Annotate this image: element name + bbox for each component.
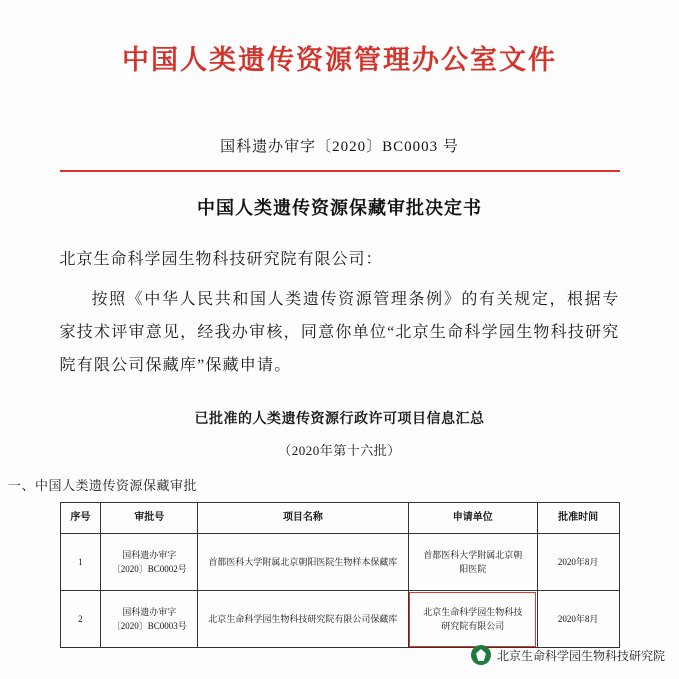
addressee-line: 北京生命科学园生物科技研究院有限公司： (59, 251, 383, 268)
cell-code-line1: 国科遗办审字 (122, 550, 177, 560)
cell-code-line2: 〔2020〕BC0003号 (111, 621, 187, 631)
cell-code-line1: 国科遗办审字 (122, 607, 177, 617)
cell-unit-highlighted (408, 591, 537, 648)
red-divider-rule (60, 170, 620, 172)
approvals-table (60, 502, 620, 648)
cell-unit (408, 534, 537, 591)
summary-section-title: 已批准的人类遗传资源行政许可项目信息汇总 (194, 412, 485, 427)
cell-project: 首都医科大学附属北京朝阳医院生物样本保藏库 (198, 534, 409, 591)
document-number: 国科遗办审字〔2020〕BC0003 号 (220, 139, 459, 155)
table-row (60, 534, 619, 591)
column-header-unit: 申请单位 (408, 503, 537, 534)
cell-code (101, 591, 198, 648)
cell-unit-line2: 阳医院 (459, 564, 487, 574)
cell-no: 1 (60, 534, 101, 591)
cell-unit-line2: 研究院有限公司 (441, 621, 505, 631)
cell-unit-line1: 北京生命科学园生物科技 (423, 607, 523, 617)
column-header-date: 批准时间 (537, 503, 619, 534)
footer-watermark (471, 645, 665, 665)
decision-subtitle: 中国人类遗传资源保藏审批决定书 (197, 198, 482, 218)
cell-unit-line1: 首都医科大学附属北京朝 (423, 550, 523, 560)
table-row (60, 591, 619, 648)
document-title: 中国人类遗传资源管理办公室文件 (122, 45, 557, 76)
column-header-code: 审批号 (101, 503, 198, 534)
column-header-project: 项目名称 (198, 503, 409, 534)
cell-code (101, 534, 198, 591)
cell-date: 2020年8月 (537, 591, 619, 648)
column-header-no: 序号 (60, 503, 101, 534)
approval-list-heading: 一、中国人类遗传资源保藏审批 (8, 478, 198, 493)
cell-date: 2020年8月 (537, 534, 619, 591)
body-paragraph: 按照《中华人民共和国人类遗传资源管理条例》的有关规定，根据专家技术评审意见，经我办审核，同意你单位“北京生命科学园生物科技研究院有限公司保藏库”保藏申请。 (59, 291, 620, 374)
footer-watermark-label: 北京生命科学园生物科技研究院 (496, 648, 665, 663)
document-body (60, 246, 620, 382)
table-header-row (60, 503, 619, 534)
cell-code-line2: 〔2020〕BC0002号 (111, 564, 187, 574)
cell-project: 北京生命科学园生物科技研究院有限公司保藏库 (198, 591, 409, 648)
summary-section-subtitle: （2020年第十六批） (278, 443, 401, 458)
cell-no: 2 (60, 591, 101, 648)
leaf-logo-icon (471, 645, 491, 665)
